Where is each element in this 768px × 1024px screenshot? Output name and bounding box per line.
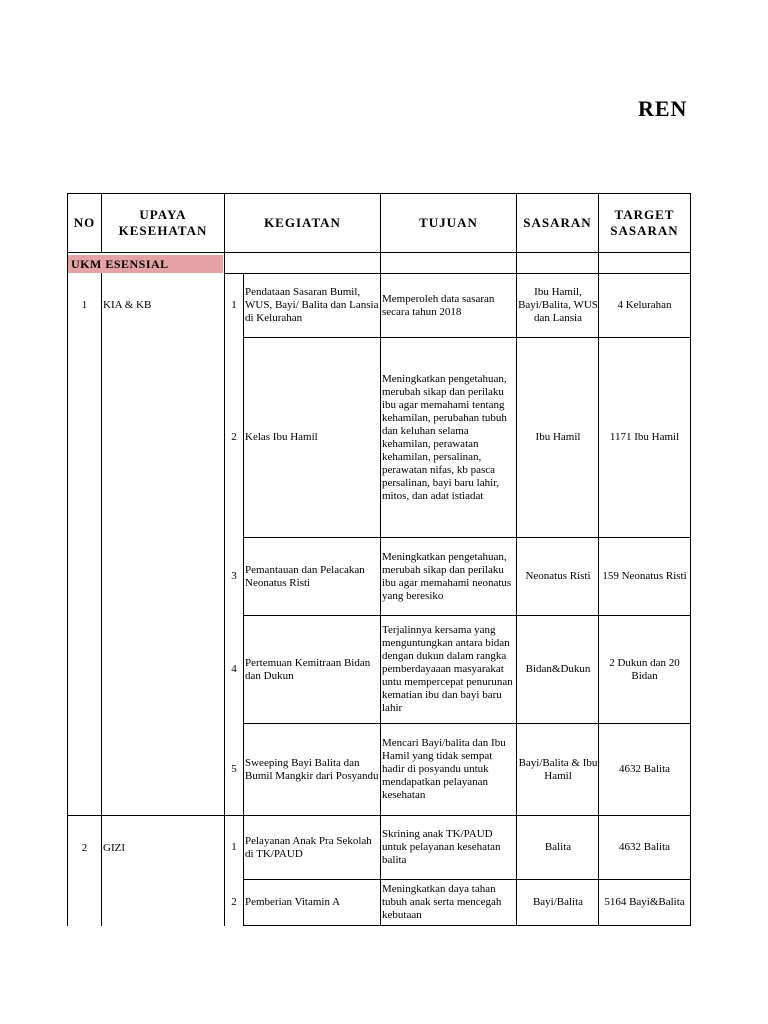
cell-kegiatan: Pemberian Vitamin A [245,896,341,908]
header-kegiatan: KEGIATAN [264,215,341,230]
cell-tujuan: Skrining anak TK/PAUD untuk pelayanan kesehatan balita [382,828,501,866]
group-no: 1 [81,298,88,311]
row-number: 1 [231,841,237,853]
header-upaya-kesehatan: UPAYA KESEHATAN [118,207,208,238]
cell-target: 4632 Balita [618,841,671,853]
cell-sasaran: Ibu Hamil [535,431,581,443]
cell-sasaran: Neonatus Risti [525,570,591,582]
header-no: NO [73,215,96,230]
group-no: 2 [81,841,88,854]
group-upaya: GIZI [103,841,125,854]
cell-sasaran: Bayi/Balita & Ibu Hamil [518,756,598,782]
cell-kegiatan: Pemantauan dan Pelacakan Neonatus Risti [245,563,365,589]
cell-sasaran: Balita [544,841,572,853]
row-number: 5 [231,763,237,775]
cell-kegiatan: Pertemuan Kemitraan Bidan dan Dukun [245,656,371,682]
cell-tujuan: Terjalinnya kersama yang menguntungkan antara bidan dengan dukun dalam rangka pemberdayaaan masyarakat untu mempercepat penurunan kematian ibu dan bayi baru lahir [382,624,513,714]
row-number: 4 [231,663,237,675]
cell-sasaran: Ibu Hamil, Bayi/Balita, WUS dan Lansia [518,286,598,324]
cell-kegiatan: Pendataan Sasaran Bumil, WUS, Bayi/ Balita dan Lansia di Kelurahan [245,286,379,324]
cell-sasaran: Bayi/Balita [532,896,584,908]
cell-target: 4 Kelurahan [617,299,672,311]
row-number: 1 [231,299,237,311]
cell-tujuan: Memperoleh data sasaran secara tahun 2018 [382,292,495,318]
cell-target: 5164 Bayi&Balita [604,896,685,908]
page-title: REN [638,96,688,121]
cell-tujuan: Meningkatkan pengetahuan, merubah sikap dan perilaku ibu agar memahami tentang kehamilan, perubahan tubuh dan keluhan selama kehamilan, perawatan kehamilan, persalinan, perawatan nifas, kb pasca persalinan, bayi baru lahir, mitos, dan adat istiadat [382,372,507,502]
cell-kegiatan: Pelayanan Anak Pra Sekolah di TK/PAUD [245,834,372,860]
group-upaya: KIA & KB [103,298,152,311]
cell-tujuan: Meningkatkan daya tahan tubuh anak serta mencegah kebutaan [382,883,502,921]
cell-target: 2 Dukun dan 20 Bidan [609,656,680,682]
cell-target: 1171 Ibu Hamil [609,431,680,443]
cell-target: 159 Neonatus Risti [602,570,687,582]
cell-tujuan: Mencari Bayi/balita dan Ibu Hamil yang tidak sempat hadir di posyandu untuk mendapatkan pelayanan kesehatan [382,737,506,801]
header-target-sasaran: TARGET SASARAN [610,207,679,238]
row-number: 2 [231,431,237,443]
cell-kegiatan: Kelas Ibu Hamil [245,431,318,443]
cell-target: 4632 Balita [618,763,671,775]
cell-tujuan: Meningkatkan pengetahuan, merubah sikap dan perilaku ibu agar memahami neonatus yang beresiko [382,550,512,602]
section-label: UKM ESENSIAL [68,255,223,273]
cell-kegiatan: Sweeping Bayi Balita dan Bumil Mangkir dari Posyandu [245,756,379,782]
row-number: 3 [231,570,237,582]
cell-sasaran: Bidan&Dukun [525,663,591,675]
header-sasaran: SASARAN [523,215,592,230]
row-number: 2 [231,896,237,908]
header-tujuan: TUJUAN [419,215,478,230]
